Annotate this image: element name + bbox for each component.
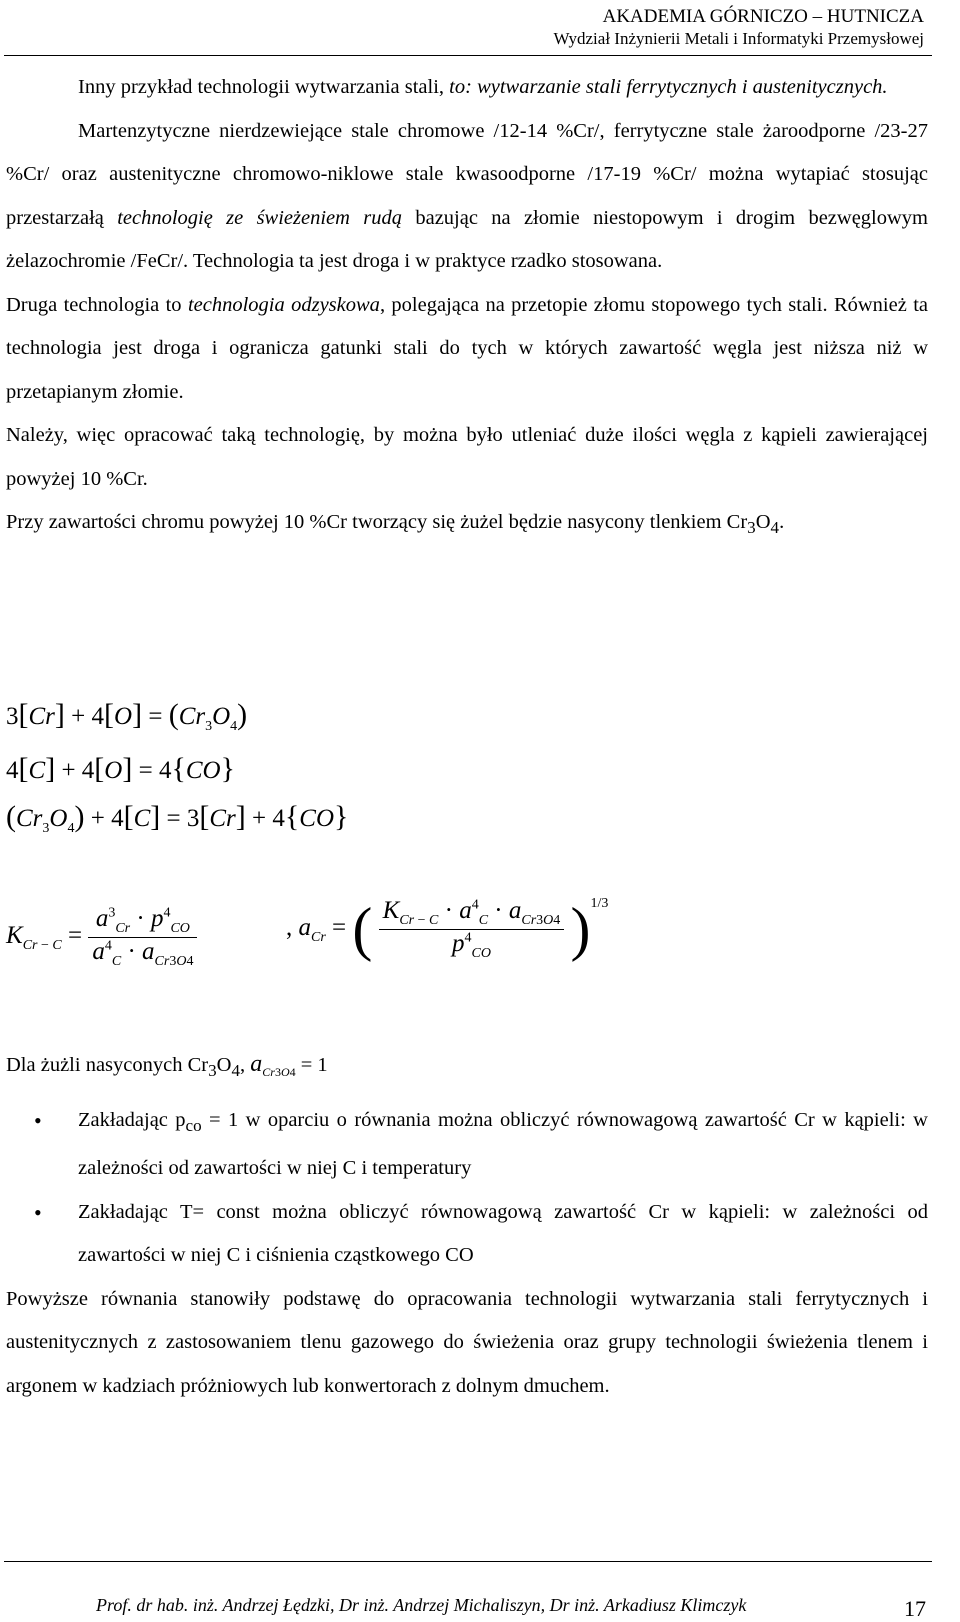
saturated-o: O [216,1054,232,1076]
slag-o: O [755,511,771,533]
equation-2: 4[C] + 4[O] = 4{CO} [6,752,236,785]
martensitic-emphasis: technologię ze świeżeniem rudą [117,206,403,229]
slag-sub4: 4 [770,518,780,538]
footer-authors: Prof. dr hab. inż. Andrzej Łędzki, Dr inż. Andrzej Michaliszyn, Dr inż. Arkadiusz Klimczyk [96,1595,747,1615]
martensitic-text-c: bazując na złomie niestopowym i drogim bezwęglowym żelazochromie /FeCr/. Technologia ta jest droga i w praktyce rzadko stosowana. [6,206,928,272]
saturated-equals: = 1 [295,1054,328,1076]
footer-rule [4,1561,932,1562]
list-item [6,1191,928,1278]
slag-text: Przy zawartości chromu powyżej 10 %Cr tworzący się żużel będzie nasycony tlenkiem Cr [6,511,748,533]
post-equation-text [6,1043,928,1408]
page-number: 17 [904,1596,926,1621]
body-text [6,66,928,550]
paragraph-saturated: Dla żużli nasyconych $Cr_3O_4$, $a_{Cr3O4} = 1$ [6,1051,328,1081]
need-text: Należy, więc opracować taką technologię, by można było utleniać duże ilości węgla z kąpieli zawierającej powyżej 10 %Cr. [6,424,928,490]
a-fraction: $\frac{K_{Cr - C} \cdot a^4_C \cdot a_{Cr3O4}}{p^4_{CO}}$ [379,897,565,962]
recovery-emphasis: technologia odzyskowa [187,293,380,316]
list-item [6,1099,928,1191]
conclusion-text: Powyższe równania stanowiły podstawę do opracowania technologii wytwarzania stali ferrytycznych i austenitycznych z zastosowaniem tlenu gazowego do świeżenia oraz grupy technologii świeżenia tlenem i argonem w kadziach próżniowych lub konwertorach z dolnym dmuchem. [6,1287,928,1397]
recovery-text-a: Druga technologia to [6,293,188,316]
intro-emphasis: to: wytwarzanie stali ferrytycznych i austenitycznych. [449,76,888,98]
paragraph-martensitic [6,110,928,284]
equation-1: $3[Cr] + 4[O] = (Cr_3O_4)$ [6,698,248,734]
slag-end: . [779,511,785,533]
equation-3: $(Cr_3O_4) + 4[C] = 3[Cr] + 4\{CO\}$ [6,800,349,836]
equations-block [6,690,928,1010]
bullet1-text-a: Zakładając p [78,1108,186,1131]
saturated-text: Dla żużli nasyconych Cr [6,1054,209,1076]
bullet2-text: Zakładając T= const można obliczyć równowagową zawartość Cr w kąpieli: w zależności od zawartości w niej C i ciśnienia cząstkowego CO [78,1200,928,1267]
equation-equilibrium-constant: $K_{Cr - C}$ = $\frac{a^3_{Cr} \cdot p^4_{CO}}{a^4_C \cdot a_{Cr3O4}}$ [6,905,197,970]
k-fraction: $\frac{a^3_{Cr} \cdot p^4_{CO}}{a^4_C \cdot a_{Cr3O4}}$ [88,905,197,970]
assumption-list [6,1099,928,1278]
intro-text: Inny przykład technologii wytwarzania stali, [78,76,450,98]
saturated-comma: , [240,1054,251,1076]
header-rule [4,55,932,56]
bullet1-sub: co [185,1115,202,1135]
page-header [553,6,924,50]
recovery-text-c: , polegająca na przetopie złomu stopowego tych stali. Również ta technologia jest droga i ogranicza gatunki stali do tych w których zawartość węgla jest niższa niż w przetapianym złomie. [6,293,928,403]
slag-sub3: 3 [747,518,756,538]
saturated-sub4: 4 [231,1061,240,1081]
equation-activity: , $a_{Cr}$ = ( $\frac{K_{Cr - C} \cdot a^4_C \cdot a_{Cr3O4}}{p^4_{CO}}$ )$^{1/3}$ [286,896,609,962]
header-university: AKADEMIA GÓRNICZO – HUTNICZA [602,6,924,27]
bullet1-text-b: = 1 w oparciu o równania można obliczyć równowagową zawartość Cr w kąpieli: w zależności od zawartości w niej C i temperatury [78,1108,928,1180]
paragraph-recovery [6,284,928,415]
paragraph-conclusion [6,1278,928,1409]
saturated-sub3: 3 [208,1061,217,1081]
paragraph-slag [6,501,928,550]
paragraph-intro [6,66,928,110]
header-faculty: Wydział Inżynierii Metali i Informatyki Przemysłowej [553,29,924,48]
martensitic-text-a: Martenzytyczne nierdzewiejące stale chromowe /12-14 %Cr/, ferrytyczne stale żaroodporne /23-27 %Cr/ oraz austenityczne chromowo-niklowe stale kwasoodporne /17-19 %Cr/ można wytapiać stosując przestarzałą [6,119,928,229]
paragraph-need [6,414,928,501]
